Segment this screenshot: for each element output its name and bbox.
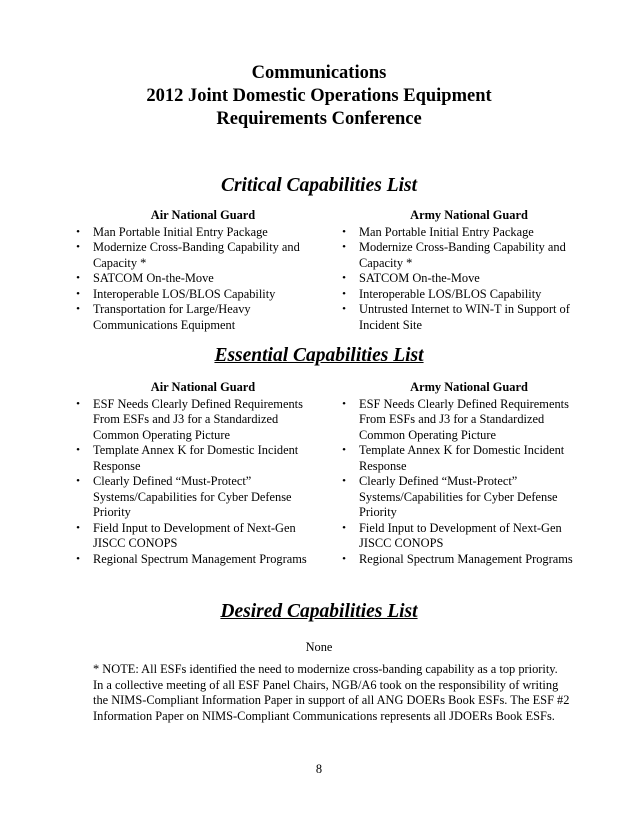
critical-arng-column — [338, 208, 588, 333]
bullet-icon: • — [342, 521, 346, 534]
list-item-text: Regional Spectrum Management Programs — [359, 551, 573, 566]
bullet-icon: • — [342, 397, 346, 410]
bullet-icon: • — [76, 397, 80, 410]
list-item — [72, 287, 322, 303]
list-item-text: SATCOM On-the-Move — [93, 271, 214, 285]
list-item-text: Field Input to Development of Next-Gen JISCC CONOPS — [93, 520, 296, 550]
list-item — [338, 521, 588, 552]
bullet-icon: • — [342, 552, 346, 565]
list-item-text: Man Portable Initial Entry Package — [359, 224, 534, 239]
list-item — [72, 240, 322, 271]
critical-ang-column — [72, 208, 322, 333]
list-item — [72, 397, 322, 444]
bullet-icon: • — [76, 475, 80, 487]
list-item — [338, 552, 588, 568]
list-item-text: Template Annex K for Domestic Incident Response — [359, 443, 565, 473]
footnote: * NOTE: All ESFs identified the need to modernize cross-banding capability as a top priority. In a collective meeting of all ESF Panel Chairs, NGB/A6 took on the responsibility of writing the NIMS-Compliant Information Paper in support of all ANG DOERs Book ESFs. The ESF #2 Information Paper on NIMS-Compliant Communications represents all JDOERs Book ESFs. — [93, 662, 570, 723]
list-item — [72, 521, 322, 552]
list-item-text: Field Input to Development of Next-Gen JISCC CONOPS — [359, 520, 562, 550]
list-item — [338, 443, 588, 474]
desired-capabilities-heading: Desired Capabilities List — [220, 601, 418, 622]
bullet-icon: • — [76, 287, 80, 300]
page-number: 8 — [315, 762, 323, 776]
list-item-text: Clearly Defined “Must-Protect” Systems/Capabilities for Cyber Defense Priority — [93, 474, 292, 519]
bullet-icon: • — [342, 444, 346, 456]
essential-ang-heading: Air National Guard — [150, 380, 256, 394]
bullet-icon: • — [76, 272, 80, 284]
list-item — [338, 397, 588, 444]
list-item-text: Transportation for Large/Heavy Communications Equipment — [93, 302, 251, 332]
list-item — [72, 443, 322, 474]
critical-arng-list — [338, 225, 588, 334]
bullet-icon: • — [342, 287, 346, 300]
list-item — [338, 225, 588, 241]
list-item-text: Regional Spectrum Management Programs — [93, 551, 307, 566]
title-line-2: 2012 Joint Domestic Operations Equipment — [146, 86, 492, 106]
critical-arng-heading: Army National Guard — [410, 208, 528, 222]
essential-capabilities-heading: Essential Capabilities List — [214, 345, 424, 366]
bullet-icon: • — [76, 444, 80, 456]
essential-arng-list — [338, 397, 588, 568]
essential-ang-column — [72, 380, 322, 567]
essential-arng-column — [338, 380, 588, 567]
list-item-text: Template Annex K for Domestic Incident Response — [93, 443, 299, 473]
list-item-text: ESF Needs Clearly Defined Requirements From ESFs and J3 for a Standardized Common Operating Picture — [359, 396, 569, 442]
title-line-3: Requirements Conference — [216, 109, 422, 129]
bullet-icon: • — [76, 241, 80, 253]
desired-none-text: None — [305, 640, 333, 654]
bullet-icon: • — [76, 552, 80, 565]
list-item — [72, 552, 322, 568]
list-item — [72, 271, 322, 287]
list-item — [338, 287, 588, 303]
list-item-text: Modernize Cross-Banding Capability and Capacity * — [93, 240, 300, 270]
bullet-icon: • — [342, 241, 346, 253]
bullet-icon: • — [342, 475, 346, 487]
essential-ang-list — [72, 397, 322, 568]
list-item — [72, 302, 322, 333]
list-item-text: Interoperable LOS/BLOS Capability — [359, 286, 542, 301]
title-line-1: Communications — [251, 63, 387, 83]
list-item-text: Clearly Defined “Must-Protect” Systems/Capabilities for Cyber Defense Priority — [359, 474, 558, 519]
bullet-icon: • — [342, 225, 346, 238]
list-item — [72, 225, 322, 241]
list-item-text: SATCOM On-the-Move — [359, 271, 480, 285]
document-title — [0, 62, 638, 131]
list-item-text: Man Portable Initial Entry Package — [93, 224, 268, 239]
critical-ang-list — [72, 225, 322, 334]
bullet-icon: • — [342, 272, 346, 284]
critical-capabilities-heading: Critical Capabilities List — [220, 175, 418, 196]
list-item-text: ESF Needs Clearly Defined Requirements From ESFs and J3 for a Standardized Common Operating Picture — [93, 396, 303, 442]
bullet-icon: • — [76, 225, 80, 238]
essential-arng-heading: Army National Guard — [410, 380, 528, 394]
list-item — [72, 474, 322, 521]
list-item — [338, 474, 588, 521]
list-item — [338, 240, 588, 271]
list-item — [338, 271, 588, 287]
list-item-text: Modernize Cross-Banding Capability and Capacity * — [359, 240, 566, 270]
list-item-text: Interoperable LOS/BLOS Capability — [93, 286, 276, 301]
bullet-icon: • — [76, 303, 80, 315]
critical-ang-heading: Air National Guard — [150, 208, 256, 222]
bullet-icon: • — [342, 303, 346, 315]
list-item — [338, 302, 588, 333]
list-item-text: Untrusted Internet to WIN-T in Support of Incident Site — [359, 302, 570, 332]
bullet-icon: • — [76, 521, 80, 534]
